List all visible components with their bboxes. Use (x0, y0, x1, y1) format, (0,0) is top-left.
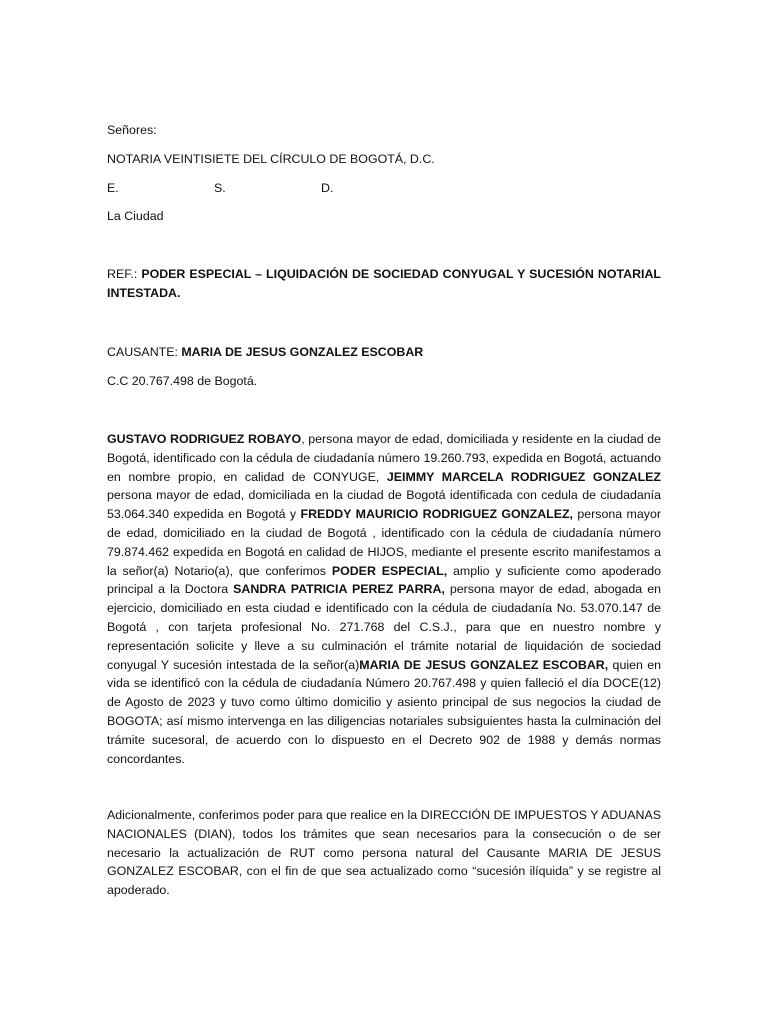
bold-text-run: MARIA DE JESUS GONZALEZ ESCOBAR, (359, 657, 609, 672)
esd-s: S. (214, 181, 226, 195)
ref-subject: PODER ESPECIAL – LIQUIDACIÓN DE SOCIEDAD CONYUGAL Y SUCESIÓN NOTARIAL INTESTADA. (107, 267, 661, 300)
esd-d: D. (321, 181, 334, 195)
body-paragraph-2: Adicionalmente, conferimos poder para que realice en la DIRECCIÓN DE IMPUESTOS Y ADUANAS NACIONALES (DIAN), todos los trámites que sean necesarios para la consecución o de ser necesario la actualización de RUT como persona natural del Causante MARIA DE JESUS GONZALEZ ESCOBAR, con el fin de que sea actualizado como “sucesión ilíquida” y se registre al apoderado. (107, 808, 661, 898)
city: La Ciudad (107, 209, 164, 223)
reference (107, 265, 661, 303)
bold-text-run: JEIMMY MARCELA RODRIGUEZ GONZALEZ (386, 469, 661, 484)
bold-text-run: FREDDY MAURICIO RODRIGUEZ GONZALEZ, (300, 507, 573, 522)
text-run: quien en vida se identificó con la cédula de ciudadanía Número 20.767.498 y quien falleció el día DOCE(12) de Agosto de 2023 y tuvo como último domicilio y asiento principal de sus negocios la ciudad de BOGOTA; así mismo intervenga en las diligencias notariales subsiguientes hasta la culminación del trámite sucesoral, de acuerdo con lo dispuesto en el Decreto 902 de 1988 y demás normas concordantes. (107, 657, 661, 766)
text-run: persona mayor de edad, abogada en ejercicio, domiciliado en esta ciudad e identificado con la cédula de ciudadanía No. 53.070.147 de Bogotá , con tarjeta profesional No. 271.768 del C.S.J., para que en nuestro nombre y representación solicite y lleve a su culminación el trámite notarial de liquidación de sociedad conyugal Y sucesión intestada de la señor(a) (107, 582, 661, 672)
causante-label: CAUSANTE: (107, 345, 182, 359)
causante-name: MARIA DE JESUS GONZALEZ ESCOBAR (181, 345, 424, 359)
bold-text-run: SANDRA PATRICIA PEREZ PARRA, (233, 582, 445, 597)
causante-line (107, 345, 423, 360)
ref-label: REF.: (107, 267, 142, 281)
esd-line (107, 181, 407, 196)
causante-id: C.C 20.767.498 de Bogotá. (107, 374, 258, 388)
salutation: Señores: (107, 123, 157, 137)
bold-text-run: GUSTAVO RODRIGUEZ ROBAYO (107, 432, 302, 446)
text-run: , persona mayor de edad, domiciliada y residente en la ciudad de Bogotá, identificado con la cédula de ciudadanía número 19.260.793, expedida en Bogotá, actuando en nombre propio, en calidad de CONYUGE, (107, 432, 661, 484)
text-run: persona mayor de edad, domiciliada en la ciudad de Bogotá identificada con cedula de ciudadanía 53.064.340 expedida en Bogotá y (107, 488, 661, 522)
bold-text-run: PODER ESPECIAL, (331, 563, 448, 578)
text-run: persona mayor de edad, domiciliado en la ciudad de Bogotá , identificado con la cédula de ciudadanía número 79.874.462 expedida en Bogotá en calidad de HIJOS, mediante el presente escrito manifestamos a la señor(a) Notario(a), que conferimos (107, 507, 661, 578)
body-paragraph-1 (107, 430, 661, 768)
text-run: amplio y suficiente como apoderado principal a la Doctora (107, 563, 661, 597)
notaria-name: NOTARIA VEINTISIETE DEL CÍRCULO DE BOGOTÁ, D.C. (107, 152, 435, 166)
esd-e: E. (107, 181, 119, 195)
